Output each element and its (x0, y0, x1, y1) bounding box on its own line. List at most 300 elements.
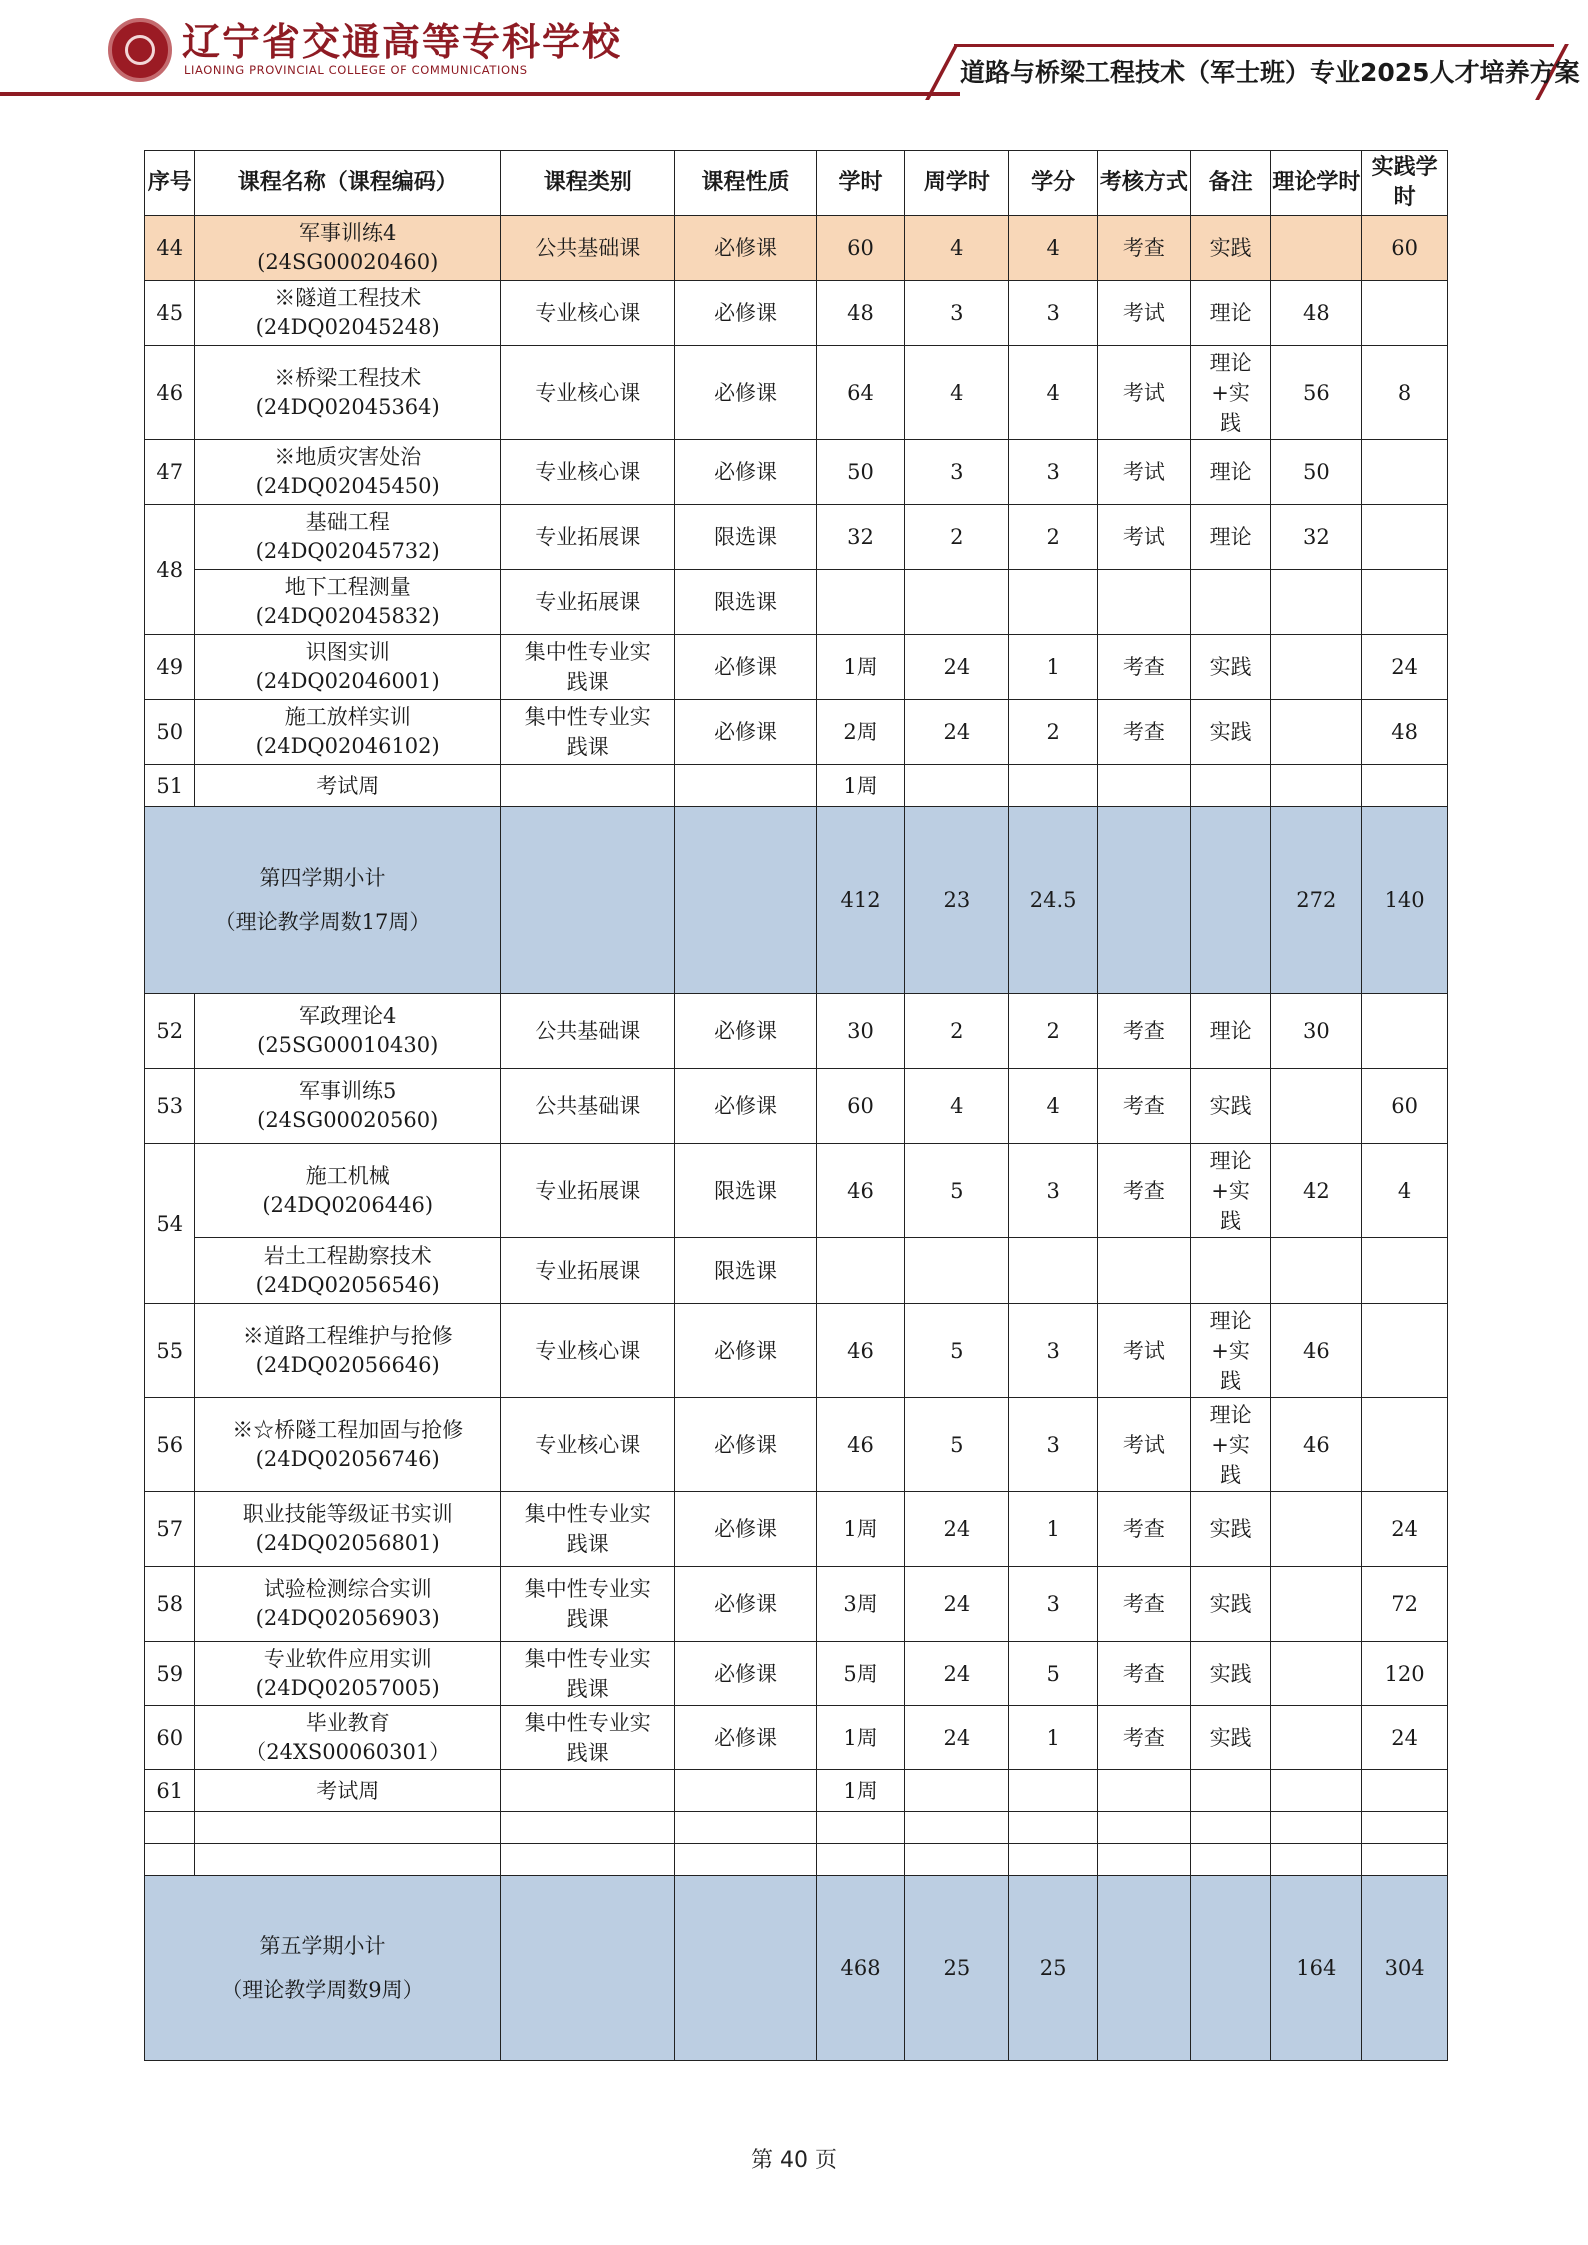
document-title: 道路与桥梁工程技术（军士班）专业2025人才培养方案 (960, 58, 1580, 87)
cell-theory: 164 (1271, 1876, 1362, 2061)
cell-credits: 3 (1009, 281, 1098, 346)
cell-credits (1009, 1238, 1098, 1304)
header-remark: 备注 (1190, 151, 1271, 216)
cell-seq: 51 (145, 765, 195, 807)
cell-category: 公共基础课 (501, 994, 675, 1069)
cell-practice (1362, 440, 1448, 505)
table-row (145, 700, 1448, 765)
cell-practice: 140 (1362, 807, 1448, 994)
cell-hours: 3周 (816, 1567, 905, 1642)
cell-nature (675, 1770, 816, 1812)
cell-theory (1271, 1069, 1362, 1144)
course-code: (24SG00020560) (257, 1108, 439, 1132)
course-code: (24DQ02045832) (255, 604, 440, 628)
cell-name (195, 1238, 501, 1304)
course-code: (24DQ02056646) (255, 1352, 440, 1377)
cell-seq: 44 (145, 216, 195, 281)
table-row (145, 1069, 1448, 1144)
cell-weekly: 3 (905, 440, 1009, 505)
cell-name (195, 1642, 501, 1706)
cell-seq: 59 (145, 1642, 195, 1706)
cell-seq: 54 (145, 1144, 195, 1304)
cell-assess (1098, 765, 1191, 807)
cell-practice: 72 (1362, 1567, 1448, 1642)
cell-assess (1098, 570, 1191, 635)
category-text: 集中性专业实践课 (524, 1502, 651, 1556)
cell-category: 专业核心课 (501, 440, 675, 505)
cell-assess: 考试 (1098, 440, 1191, 505)
table-row (145, 440, 1448, 505)
header-weekly: 周学时 (905, 151, 1009, 216)
cell-weekly: 3 (905, 281, 1009, 346)
cell-practice: 24 (1362, 1492, 1448, 1567)
cell-practice: 60 (1362, 1069, 1448, 1144)
cell-credits: 4 (1009, 216, 1098, 281)
cell-hours: 1周 (816, 1492, 905, 1567)
cell-remark: 实践 (1190, 1567, 1271, 1642)
cell-nature: 必修课 (675, 1706, 816, 1770)
remark-text: 理论+实践 (1209, 350, 1252, 435)
course-name: 岩土工程勘察技术 (263, 1243, 432, 1268)
cell-name (195, 1304, 501, 1398)
cell-assess: 考试 (1098, 281, 1191, 346)
subtotal-label (145, 807, 501, 994)
cell-credits: 1 (1009, 1706, 1098, 1770)
cell-category: 公共基础课 (501, 216, 675, 281)
cell-category (501, 1492, 675, 1567)
remark-text: 理论+实践 (1209, 1148, 1252, 1233)
cell-category: 专业核心课 (501, 346, 675, 440)
cell-theory (1271, 570, 1362, 635)
cell-practice (1362, 1238, 1448, 1304)
cell-name (195, 440, 501, 505)
cell-category: 专业核心课 (501, 1304, 675, 1398)
cell-practice: 24 (1362, 635, 1448, 700)
cell-hours (816, 1238, 905, 1304)
cell-nature: 必修课 (675, 216, 816, 281)
cell-seq: 50 (145, 700, 195, 765)
header-rule (0, 92, 960, 96)
table-row (145, 635, 1448, 700)
cell-remark: 实践 (1190, 1642, 1271, 1706)
cell-name (195, 700, 501, 765)
cell-category (501, 1642, 675, 1706)
course-name: 试验检测综合实训 (263, 1577, 432, 1601)
cell-remark (1190, 570, 1271, 635)
cell-remark: 实践 (1190, 700, 1271, 765)
table-row (145, 505, 1448, 570)
cell-credits: 2 (1009, 505, 1098, 570)
cell-name: 考试周 (195, 765, 501, 807)
cell-credits (1009, 765, 1098, 807)
school-name-en: LIAONING PROVINCIAL COLLEGE OF COMMUNICATIONS (184, 63, 528, 77)
cell-hours: 50 (816, 440, 905, 505)
cell-seq: 46 (145, 346, 195, 440)
cell-theory: 42 (1271, 1144, 1362, 1238)
table-row (145, 1144, 1448, 1238)
cell-assess (1098, 1238, 1191, 1304)
header-credits: 学分 (1009, 151, 1098, 216)
cell-practice: 48 (1362, 700, 1448, 765)
course-table (144, 150, 1448, 2061)
category-text: 集中性专业实践课 (524, 1710, 651, 1765)
cell-weekly: 5 (905, 1398, 1009, 1492)
cell-remark: 实践 (1190, 1069, 1271, 1144)
course-name: 施工放样实训 (284, 705, 411, 729)
cell-practice (1362, 994, 1448, 1069)
cell-weekly: 24 (905, 635, 1009, 700)
category-text: 集中性专业实践课 (524, 1577, 651, 1631)
table-row (145, 994, 1448, 1069)
course-name: ※桥梁工程技术 (274, 365, 422, 390)
course-code: (25SG00010430) (257, 1033, 439, 1057)
cell-hours: 1周 (816, 1770, 905, 1812)
cell-assess: 考查 (1098, 1567, 1191, 1642)
cell-assess: 考查 (1098, 1144, 1191, 1238)
cell-practice: 4 (1362, 1144, 1448, 1238)
cell-practice (1362, 281, 1448, 346)
cell-weekly: 24 (905, 700, 1009, 765)
title-frame-top (954, 44, 1554, 47)
cell-credits (1009, 1770, 1098, 1812)
cell-seq: 58 (145, 1567, 195, 1642)
cell-assess: 考查 (1098, 635, 1191, 700)
course-code: (24DQ02045364) (255, 394, 440, 419)
table-row (145, 1706, 1448, 1770)
table-row (145, 765, 1448, 807)
cell-category (501, 1567, 675, 1642)
table-row (145, 1770, 1448, 1812)
cell-category (501, 1770, 675, 1812)
cell-credits: 3 (1009, 1304, 1098, 1398)
cell-name (195, 1492, 501, 1567)
course-name: 地下工程测量 (284, 575, 411, 599)
cell-remark (1190, 807, 1271, 994)
table-row (145, 1304, 1448, 1398)
cell-hours: 46 (816, 1144, 905, 1238)
table-row (145, 281, 1448, 346)
cell-weekly: 24 (905, 1492, 1009, 1567)
cell-category (501, 1876, 675, 2061)
course-name: 军事训练5 (299, 1079, 397, 1103)
table-header-row (145, 151, 1448, 216)
course-name: 施工机械 (305, 1163, 390, 1188)
cell-nature: 必修课 (675, 1398, 816, 1492)
cell-remark: 理论 (1190, 440, 1271, 505)
course-name: 军政理论4 (299, 1004, 397, 1028)
cell-assess (1098, 807, 1191, 994)
course-name: 职业技能等级证书实训 (242, 1502, 453, 1526)
cell-hours: 30 (816, 994, 905, 1069)
course-code: (24DQ02056546) (255, 1272, 440, 1297)
cell-remark: 实践 (1190, 1706, 1271, 1770)
cell-credits: 3 (1009, 1144, 1098, 1238)
cell-credits: 1 (1009, 635, 1098, 700)
empty-row (145, 1812, 1448, 1844)
cell-name (195, 1567, 501, 1642)
header-practice: 实践学时 (1362, 151, 1448, 216)
cell-weekly: 2 (905, 994, 1009, 1069)
cell-name (195, 1398, 501, 1492)
course-code: (24DQ02056903) (255, 1606, 440, 1630)
cell-category: 公共基础课 (501, 1069, 675, 1144)
cell-theory (1271, 700, 1362, 765)
cell-credits: 4 (1009, 1069, 1098, 1144)
cell-nature: 限选课 (675, 505, 816, 570)
subtotal-row (145, 807, 1448, 994)
cell-category: 专业拓展课 (501, 1144, 675, 1238)
cell-weekly: 24 (905, 1642, 1009, 1706)
cell-seq: 52 (145, 994, 195, 1069)
table-row (145, 216, 1448, 281)
header-name: 课程名称（课程编码） (195, 151, 501, 216)
cell-assess (1098, 1876, 1191, 2061)
cell-weekly: 24 (905, 1567, 1009, 1642)
course-name: ※地质灾害处治 (274, 445, 422, 469)
course-code: (24DQ02045248) (255, 315, 440, 339)
subtotal-title: 第四学期小计 (259, 866, 386, 890)
cell-nature: 限选课 (675, 1238, 816, 1304)
table-row (145, 346, 1448, 440)
cell-practice (1362, 1398, 1448, 1492)
cell-seq: 61 (145, 1770, 195, 1812)
course-name: 识图实训 (305, 640, 390, 664)
course-code: (24DQ02057005) (255, 1675, 440, 1700)
cell-weekly: 5 (905, 1304, 1009, 1398)
cell-theory (1271, 216, 1362, 281)
cell-name (195, 1144, 501, 1238)
cell-practice (1362, 570, 1448, 635)
category-text: 集中性专业实践课 (524, 640, 651, 694)
cell-remark: 理论 (1190, 505, 1271, 570)
cell-practice (1362, 1770, 1448, 1812)
course-name: 专业软件应用实训 (263, 1646, 432, 1671)
cell-remark (1190, 1144, 1271, 1238)
school-logo-icon (108, 18, 172, 82)
cell-category (501, 1706, 675, 1770)
cell-category (501, 635, 675, 700)
cell-credits: 4 (1009, 346, 1098, 440)
cell-credits: 3 (1009, 440, 1098, 505)
cell-theory: 32 (1271, 505, 1362, 570)
cell-theory (1271, 1238, 1362, 1304)
cell-remark: 实践 (1190, 216, 1271, 281)
cell-nature: 必修课 (675, 440, 816, 505)
cell-hours: 64 (816, 346, 905, 440)
cell-nature: 必修课 (675, 1069, 816, 1144)
cell-nature: 限选课 (675, 1144, 816, 1238)
cell-credits: 5 (1009, 1642, 1098, 1706)
cell-category: 专业拓展课 (501, 505, 675, 570)
cell-name (195, 994, 501, 1069)
cell-assess (1098, 1770, 1191, 1812)
cell-name (195, 216, 501, 281)
cell-name (195, 1069, 501, 1144)
cell-seq: 47 (145, 440, 195, 505)
cell-credits (1009, 570, 1098, 635)
cell-hours (816, 570, 905, 635)
cell-assess: 考查 (1098, 1642, 1191, 1706)
table-row (145, 1492, 1448, 1567)
table-row (145, 1567, 1448, 1642)
cell-nature: 必修课 (675, 1492, 816, 1567)
cell-credits: 2 (1009, 994, 1098, 1069)
course-name: ※道路工程维护与抢修 (242, 1323, 453, 1348)
remark-text: 理论+实践 (1209, 1308, 1252, 1393)
table-row (145, 570, 1448, 635)
cell-credits: 3 (1009, 1567, 1098, 1642)
cell-assess: 考查 (1098, 700, 1191, 765)
cell-nature: 必修课 (675, 635, 816, 700)
cell-weekly: 24 (905, 1706, 1009, 1770)
cell-practice (1362, 505, 1448, 570)
cell-remark: 理论 (1190, 994, 1271, 1069)
cell-assess: 考查 (1098, 1069, 1191, 1144)
cell-weekly (905, 765, 1009, 807)
remark-text: 理论+实践 (1209, 1402, 1252, 1487)
course-code: (24DQ02045732) (255, 539, 440, 563)
cell-hours: 60 (816, 1069, 905, 1144)
cell-weekly: 25 (905, 1876, 1009, 2061)
empty-row (145, 1844, 1448, 1876)
cell-remark: 理论 (1190, 281, 1271, 346)
cell-nature (675, 765, 816, 807)
cell-hours: 5周 (816, 1642, 905, 1706)
header-theory: 理论学时 (1271, 151, 1362, 216)
cell-theory (1271, 1567, 1362, 1642)
cell-nature: 必修课 (675, 700, 816, 765)
cell-seq: 55 (145, 1304, 195, 1398)
cell-category (501, 700, 675, 765)
cell-practice (1362, 1304, 1448, 1398)
subtotal-label (145, 1876, 501, 2061)
cell-weekly: 5 (905, 1144, 1009, 1238)
cell-hours: 60 (816, 216, 905, 281)
cell-credits: 25 (1009, 1876, 1098, 2061)
cell-theory: 56 (1271, 346, 1362, 440)
cell-hours: 46 (816, 1304, 905, 1398)
cell-assess: 考查 (1098, 1492, 1191, 1567)
cell-theory: 46 (1271, 1398, 1362, 1492)
cell-credits: 24.5 (1009, 807, 1098, 994)
cell-remark (1190, 346, 1271, 440)
cell-practice: 8 (1362, 346, 1448, 440)
cell-theory: 46 (1271, 1304, 1362, 1398)
course-code: (24DQ02046001) (255, 669, 440, 693)
cell-name (195, 505, 501, 570)
cell-theory (1271, 765, 1362, 807)
cell-hours: 48 (816, 281, 905, 346)
table-row (145, 1398, 1448, 1492)
subtotal-row (145, 1876, 1448, 2061)
course-code: (24SG00020460) (257, 250, 439, 274)
category-text: 集中性专业实践课 (524, 705, 651, 759)
cell-theory (1271, 1642, 1362, 1706)
cell-credits: 1 (1009, 1492, 1098, 1567)
cell-hours: 1周 (816, 765, 905, 807)
course-code: (24DQ02056801) (255, 1531, 440, 1555)
header-assess: 考核方式 (1098, 151, 1191, 216)
table-row (145, 1642, 1448, 1706)
cell-name: 考试周 (195, 1770, 501, 1812)
cell-assess: 考试 (1098, 1304, 1191, 1398)
cell-weekly (905, 1238, 1009, 1304)
cell-nature: 必修课 (675, 281, 816, 346)
school-name-cn: 辽宁省交通高等专科学校 (182, 19, 623, 64)
cell-practice: 24 (1362, 1706, 1448, 1770)
cell-remark (1190, 1398, 1271, 1492)
cell-assess: 考查 (1098, 994, 1191, 1069)
cell-seq: 48 (145, 505, 195, 635)
cell-theory: 48 (1271, 281, 1362, 346)
cell-theory (1271, 1770, 1362, 1812)
page-number: 第 40 页 (751, 2148, 837, 2173)
header-category: 课程类别 (501, 151, 675, 216)
course-name: ※隧道工程技术 (274, 286, 422, 310)
cell-name (195, 1706, 501, 1770)
subtotal-title: 第五学期小计 (259, 1934, 386, 1958)
cell-category: 专业核心课 (501, 281, 675, 346)
cell-seq: 53 (145, 1069, 195, 1144)
cell-remark: 实践 (1190, 635, 1271, 700)
cell-weekly: 23 (905, 807, 1009, 994)
cell-theory (1271, 635, 1362, 700)
cell-nature (675, 807, 816, 994)
page-header (0, 0, 1588, 100)
cell-seq: 57 (145, 1492, 195, 1567)
cell-weekly: 4 (905, 346, 1009, 440)
category-text: 集中性专业实践课 (524, 1646, 651, 1701)
cell-seq: 60 (145, 1706, 195, 1770)
cell-name (195, 346, 501, 440)
cell-category: 专业拓展课 (501, 1238, 675, 1304)
cell-hours: 468 (816, 1876, 905, 2061)
course-code: (24DQ0206446) (262, 1192, 434, 1217)
cell-practice: 120 (1362, 1642, 1448, 1706)
course-name: 军事训练4 (299, 221, 397, 245)
cell-weekly: 4 (905, 216, 1009, 281)
cell-nature: 必修课 (675, 994, 816, 1069)
cell-seq: 49 (145, 635, 195, 700)
course-code: （24XS00060301） (245, 1739, 451, 1764)
cell-assess: 考试 (1098, 346, 1191, 440)
cell-theory (1271, 1492, 1362, 1567)
table-row (145, 1238, 1448, 1304)
cell-theory (1271, 1706, 1362, 1770)
cell-remark (1190, 1238, 1271, 1304)
cell-hours: 412 (816, 807, 905, 994)
cell-category (501, 765, 675, 807)
course-name: 基础工程 (305, 510, 390, 534)
cell-remark (1190, 1770, 1271, 1812)
course-name: 毕业教育 (305, 1710, 390, 1735)
cell-remark (1190, 1876, 1271, 2061)
cell-weekly (905, 570, 1009, 635)
cell-nature: 必修课 (675, 346, 816, 440)
course-code: (24DQ02045450) (255, 474, 440, 498)
cell-remark (1190, 1304, 1271, 1398)
cell-hours: 1周 (816, 1706, 905, 1770)
cell-theory: 30 (1271, 994, 1362, 1069)
cell-hours: 1周 (816, 635, 905, 700)
cell-credits: 3 (1009, 1398, 1098, 1492)
cell-seq: 45 (145, 281, 195, 346)
header-seq: 序号 (145, 151, 195, 216)
cell-category: 专业拓展课 (501, 570, 675, 635)
cell-category (501, 807, 675, 994)
cell-seq: 56 (145, 1398, 195, 1492)
cell-remark: 实践 (1190, 1492, 1271, 1567)
